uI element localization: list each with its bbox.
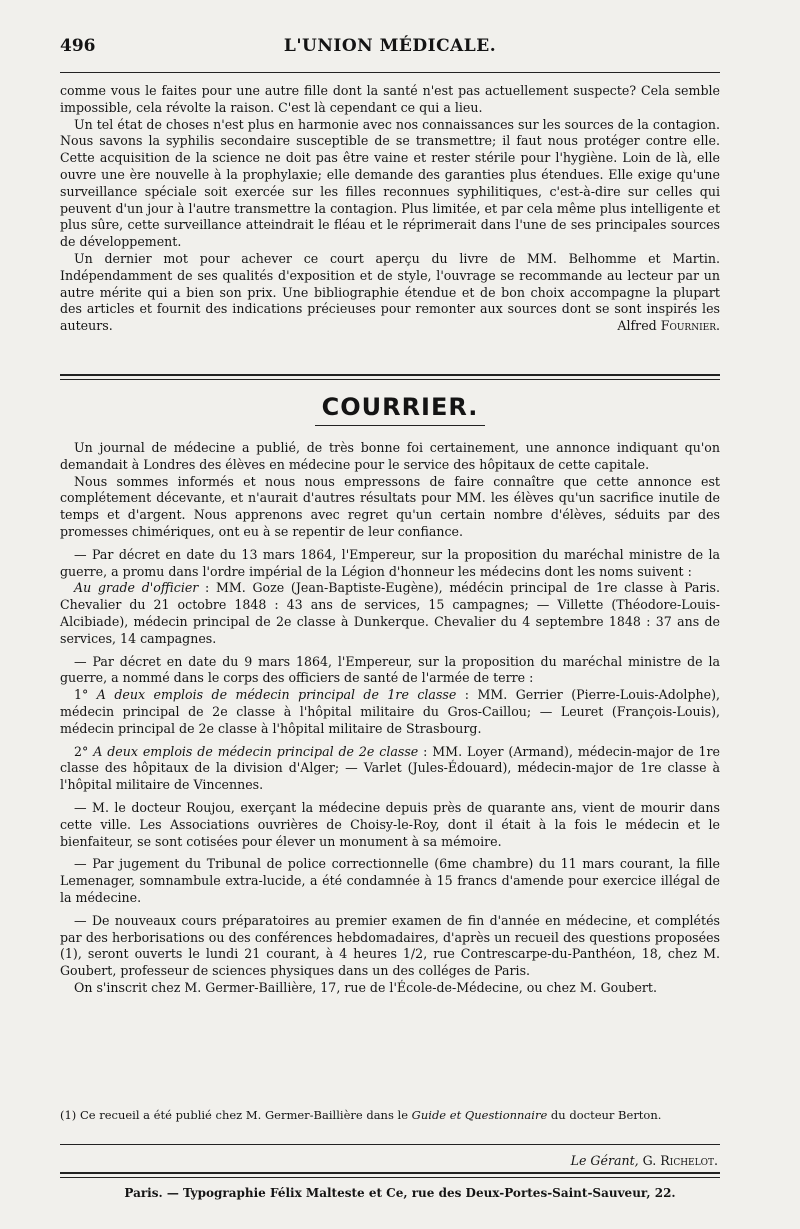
footnote	[60, 1108, 720, 1122]
courrier-body	[60, 440, 720, 997]
title-underline	[315, 425, 485, 426]
review-paragraph-text: Un dernier mot pour achever ce court aperçu du livre de MM. Belhomme et Martin. Indépendamment de ses qualités d'exposition et de style, l'ouvrage se recommande au lecteur par un autre mérite qui a bien son prix. Une bibliographie étendue et de bon choix accompagne la plupart des articles et fournit des indications précieuses pour remonter aux sources dont se sont inspirés les auteurs.	[60, 250, 720, 334]
courrier-paragraph: — De nouveaux cours préparatoires au premier examen de fin d'année en médecine, et complétés par des herborisations ou des conférences hebdomadaires, d'après un recueil des questions proposées (1), seront ouverts le lundi 21 courant, à 4 heures 1/2, rue Contrescarpe-du-Panthéon, 18, chez M. Goubert, professeur de sciences physiques dans un des colléges de Paris.	[60, 912, 720, 979]
bottom-rule-thin	[60, 1177, 720, 1178]
item-number: 2°	[74, 743, 89, 759]
grade-label: Au grade d'officier	[74, 580, 199, 596]
book-review	[60, 83, 720, 335]
footnote-rule	[60, 1144, 720, 1145]
gerant-label: Le Gérant,	[570, 1153, 639, 1168]
page-number: 496	[60, 36, 96, 56]
section-rule-thick	[60, 374, 720, 376]
courrier-paragraph: — Par jugement du Tribunal de police correctionnelle (6me chambre) du 11 mars courant, la fille Lemenager, somnambule extra-lucide, a été condamnée à 15 francs d'amende pour exercice illégal de la médecine.	[60, 856, 720, 905]
gerant-name: G. Richelot.	[642, 1153, 718, 1168]
courrier-paragraph	[60, 744, 720, 794]
courrier-paragraph: — Par décret en date du 13 mars 1864, l'Empereur, sur la proposition du maréchal ministre de la guerre, a promu dans l'ordre impérial de la Légion d'honneur les médecins dont les noms suivent :	[60, 546, 720, 579]
page-header	[60, 34, 720, 64]
appointment-label: A deux emplois de médecin principal de 2e classe	[93, 743, 419, 759]
section-rule-thin	[60, 379, 720, 380]
section-title-courrier: COURRIER.	[321, 393, 479, 421]
courrier-paragraph: — M. le docteur Roujou, exerçant la médecine depuis près de quarante ans, vient de mourir dans cette ville. Les Associations ouvrières de Choisy-le-Roy, dont il était à la fois le médecin et le bienfaiteur, se sont cotisées pour élever un monument à sa mémoire.	[60, 799, 720, 849]
item-number: 1°	[74, 687, 89, 703]
courrier-paragraph: On s'inscrit chez M. Germer-Baillière, 17, rue de l'École-de-Médecine, ou chez M. Goubert.	[74, 979, 657, 995]
review-signature	[603, 318, 720, 335]
running-head: L'UNION MÉDICALE.	[283, 36, 497, 56]
appointment-text: : MM. Loyer (Armand), médecin-major de 1re classe des hôpitaux de la division d'Alger; — Varlet (Jules-Édouard), médecin-major de 1re classe à l'hôpital militaire de Vincennes.	[60, 743, 720, 793]
courrier-paragraph: Nous sommes informés et nous nous empressons de faire connaître que cette annonce est complétement décevante, et n'aurait d'autres résultats pour MM. les élèves qu'un sacrifice inutile de temps et d'argent. Nous apprenons avec regret qu'un certain nombre d'élèves, séduits par des promesses chimériques, ont eu à se repentir de leur confiance.	[60, 473, 720, 539]
courrier-paragraph: — Par décret en date du 9 mars 1864, l'Empereur, sur la proposition du maréchal ministre de la guerre, a nommé dans le corps des officiers de santé de l'armée de terre :	[60, 653, 720, 686]
review-paragraph	[60, 251, 720, 335]
appointment-text: : MM. Gerrier (Pierre-Louis-Adolphe), médecin principal de 2e classe à l'hôpital militaire du Gros-Caillou; — Leuret (François-Louis), médecin principal de 2e classe à l'hôpital militaire de Strasbourg.	[60, 687, 720, 736]
bottom-rule-thick	[60, 1172, 720, 1174]
footnote-text: (1) Ce recueil a été publié chez M. Germer-Baillière dans le	[60, 1108, 412, 1122]
printer-imprint: Paris. — Typographie Félix Malteste et Ce, rue des Deux-Portes-Saint-Sauveur, 22.	[124, 1186, 676, 1200]
review-paragraph: comme vous le faites pour une autre fille dont la santé n'est pas actuellement suspecte? Cela semble impossible, cela révolte la raison. C'est là cependant ce qui a lieu.	[60, 83, 720, 115]
grade-text: : MM. Goze (Jean-Baptiste-Eugène), médécin principal de 1re classe à Paris. Chevalier du 21 octobre 1848 : 43 ans de services, 15 campagnes; — Villette (Théodore-Louis-Alcibiade), médecin principal de 2e classe à Dunkerque. Chevalier du 4 septembre 1848 : 37 ans de services, 14 campagnes.	[60, 580, 720, 646]
gerant-signature	[571, 1153, 718, 1168]
courrier-paragraph	[60, 687, 720, 737]
appointment-label: A deux emplois de médecin principal de 1re classe	[96, 687, 457, 703]
signature-last-name: Fournier.	[660, 318, 720, 334]
header-rule	[60, 72, 720, 73]
courrier-paragraph: Un journal de médecine a publié, de très bonne foi certainement, une annonce indiquant qu'on demandait à Londres des élèves en médecine pour le service des hôpitaux de cette capitale.	[60, 440, 720, 472]
signature-first-name: Alfred	[617, 318, 657, 334]
courrier-paragraph	[60, 580, 720, 647]
footnote-title: Guide et Questionnaire	[411, 1108, 548, 1122]
footnote-text-end: du docteur Berton.	[547, 1108, 662, 1122]
review-paragraph: Un tel état de choses n'est plus en harmonie avec nos connaissances sur les sources de la contagion. Nous savons la syphilis secondaire susceptible de se transmettre; il faut nous protéger contre elle. Cette acquisition de la science ne doit pas être vaine et rester stérile pour l'hygiène. Loin de là, elle ouvre une ère nouvelle à la prophylaxie; elle demande des garanties plus étendues. Elle exige qu'une surveillance spéciale soit exercée sur les filles reconnues syphilitiques, c'est-à-dire sur celles qui peuvent d'un jour à l'autre transmettre la contagion. Plus limitée, et par cela même plus intelligente et plus sûre, cette surveillance atteindrait le fléau et le réprimerait dans l'une de ses principales sources de développement.	[60, 116, 720, 250]
